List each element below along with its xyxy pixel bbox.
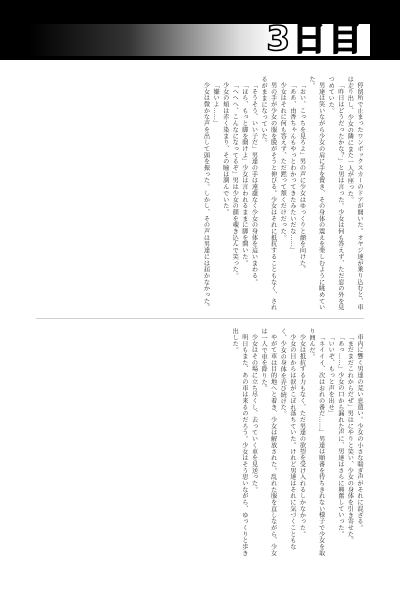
upper-paragraph: 「ほら、もっと脚を開けよ」少女は言われるままに脚を開いた。 <box>240 82 248 267</box>
upper-paragraph: 「ああ、由香ちゃんもやっとわかってきたみたいだな……」 <box>288 82 296 254</box>
column-divider <box>36 318 364 319</box>
upper-paragraph: 少女の頬は赤く染まり、その瞳は潤んでいた。 <box>221 82 229 216</box>
upper-paragraph: 男達は笑いながら少女の肩に手を置き、その身体の震えを楽しむように眺めていた。 <box>308 76 325 311</box>
lower-paragraph: 「あっ……」少女の口から漏れた声に、男達はさらに興奮していった。 <box>336 334 344 538</box>
upper-paragraph: 「昨日はどうだったかな？」と男は言った。少女は何も答えず、ただ窓の外を見つめていた。 <box>327 76 344 311</box>
lower-paragraph: 少女はその場に立ち尽くし、去っていく車を見送った。 <box>250 334 258 493</box>
lower-paragraph: 車内に響く男達の荒い息遣い。少女の小さな喘ぎ声がそれに混ざる。 <box>356 334 363 532</box>
lower-paragraph: 少女は抵抗する力もなく、ただ男達の欲望を受け入れるしかなかった。 <box>298 334 306 538</box>
upper-paragraph: 少女はそれに何も答えず、ただ黙って頷くだけだった。 <box>279 82 287 241</box>
lower-paragraph: 「まだまだこれからだぜ」男はにやりと笑い、少女の身体を引き寄せた。 <box>346 334 354 544</box>
upper-paragraph: 「嫌いよ……」 <box>212 82 220 127</box>
lower-paragraph: 少女の目からは涙がこぼれ落ちていた。けれど男達はそれに気づくこともなく、少女の身体を弄び続けた。 <box>279 328 296 551</box>
chapter-title: 3日目 <box>266 19 364 59</box>
lower-paragraph: 「ネイイイ、次はおれの番だ……」男達は順番を待ちきれない様子で少女を取り囲んだ。 <box>308 328 325 557</box>
chapter-header-bar <box>0 0 400 60</box>
upper-text-column <box>38 76 364 312</box>
lower-paragraph: やがて車は目的地へと着き、少女は解放された。乱れた服を直しながら、少女は一人で車を降りた。 <box>260 328 277 557</box>
chapter-header-gradient <box>28 24 278 56</box>
upper-paragraph: 「そうそう、いい子だ」男達の手は遠慮なく少女の身体を這いまわる。 <box>250 82 258 286</box>
upper-paragraph: 「おい、こっちを見ろよ」男の声に少女はゆっくりと顔を向けた。 <box>298 82 306 273</box>
lower-paragraph: 「いいぞ、もっと声を出せ」 <box>327 334 335 417</box>
upper-paragraph: 停留所で止まったワンボックスカーのドアが開いた。オヤジ達が乗り込むと、車は走り出し、少女の隣にまた一人が座った。 <box>346 76 363 311</box>
lower-paragraph: 明日もまた、あの車は来るのだろう。少女はそう思いながら、ゆっくりと歩き出した。 <box>231 328 248 557</box>
upper-paragraph: 「へへへ、こんなになってるぞ」男は少女の顔を覗き込んで笑った。 <box>231 82 239 280</box>
upper-paragraph: 少女は微かな声を出して頭を振った。しかし、その声は男達には届かなかった。 <box>202 82 210 311</box>
lower-text-column <box>38 328 364 560</box>
upper-paragraph: 男の手が少女の服を脱がそうと伸びる。少女はそれに抵抗することもなく、されるがままになっていた。 <box>260 76 277 311</box>
